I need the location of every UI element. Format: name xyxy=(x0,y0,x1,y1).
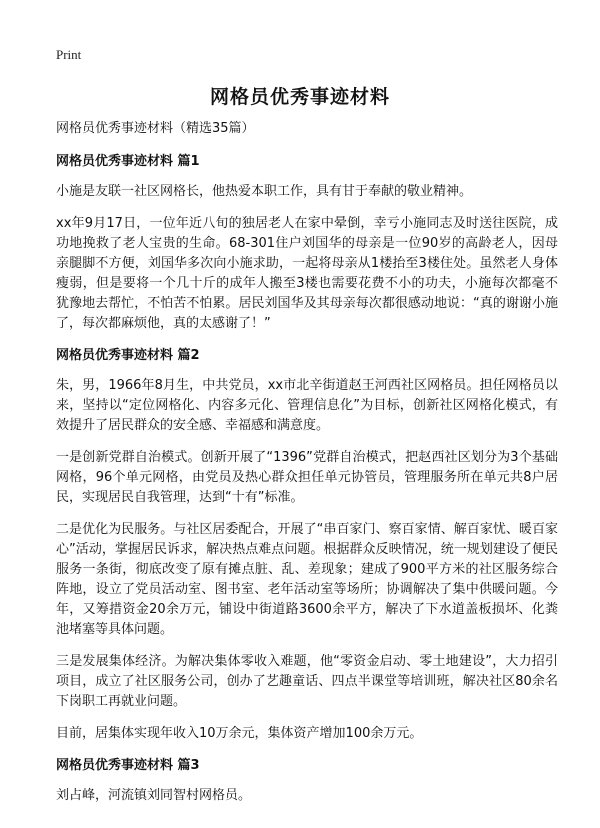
paragraph: 一是创新党群自治模式。创新开展了“1396”党群自治模式，把赵西社区划分为3个基础网格，96个单元网格，由党员及热心群众担任单元协管员，管理服务所在单元共8户居民，实现居民自我管理，达到“十有”标准。 xyxy=(56,450,558,505)
paragraph: 三是发展集体经济。为解决集体零收入难题，他“零资金启动、零土地建设”，大力招引项目，成立了社区服务公司，创办了艺趣童话、四点半课堂等培训班，解决社区80余名下岗职工再就业问题。 xyxy=(56,654,558,709)
document-subtitle: 网格员优秀事迹材料（精选35篇） xyxy=(56,121,255,136)
paragraph: 目前，居集体实现年收入10万余元，集体资产增加100余万元。 xyxy=(56,726,423,741)
section-1 xyxy=(56,152,558,334)
document-body xyxy=(56,119,558,818)
paragraph: 小施是友联一社区网格长，他热爱本职工作，具有甘于奉献的敬业精神。 xyxy=(56,184,473,199)
page-title: 网格员优秀事迹材料 xyxy=(209,86,390,108)
paragraph: 朱，男，1966年8月生，中共党员，xx市北辛街道赵王河西社区网格员。担任网格员以来，坚持以“定位网格化、内容多元化、管理信息化”为目标，创新社区网格化模式，有效提升了居民群众的安全感、幸福感和满意度。 xyxy=(56,378,558,433)
paragraph: 二是优化为民服务。与社区居委配合，开展了“串百家门、察百家情、解百家忧、暖百家心”活动，掌握居民诉求，解决热点难点问题。根据群众反映情况，统一规划建设了便民服务一条街，彻底改变了原有摊点脏、乱、差现象；建成了900平方米的社区服务综合阵地，设立了党员活动室、图书室、老年活动室等场所；协调解决了集中供暖问题。今年，又筹措资金20余万元，铺设中街道路3600余平方，解决了下水道盖板损坏、化粪池堵塞等具体问题。 xyxy=(56,522,558,637)
section-heading: 网格员优秀事迹材料 篇2 xyxy=(56,348,200,363)
paragraph: xx年9月17日，一位年近八旬的独居老人在家中晕倒，幸亏小施同志及时送往医院，成功地挽救了老人宝贵的生命。68-301住户刘国华的母亲是一位90岁的高龄老人，因母亲腿脚不方便，刘国华多次向小施求助，一起将母亲从1楼抬至3楼住处。虽然老人身体瘦弱，但是要将一个几十斤的成年人搬至3楼也需要花费不小的功夫，小施每次都毫不犹豫地去帮忙，不怕苦不怕累。居民刘国华及其母亲每次都很感动地说：“真的谢谢小施了，每次都麻烦他，真的太感谢了！” xyxy=(56,216,558,331)
section-3 xyxy=(56,756,558,806)
paragraph: 刘占峰，河流镇刘同智村网格员。 xyxy=(56,788,252,803)
section-2 xyxy=(56,346,558,744)
print-link[interactable]: Print xyxy=(56,47,82,62)
section-heading: 网格员优秀事迹材料 篇1 xyxy=(56,154,200,169)
section-heading: 网格员优秀事迹材料 篇3 xyxy=(56,758,200,773)
